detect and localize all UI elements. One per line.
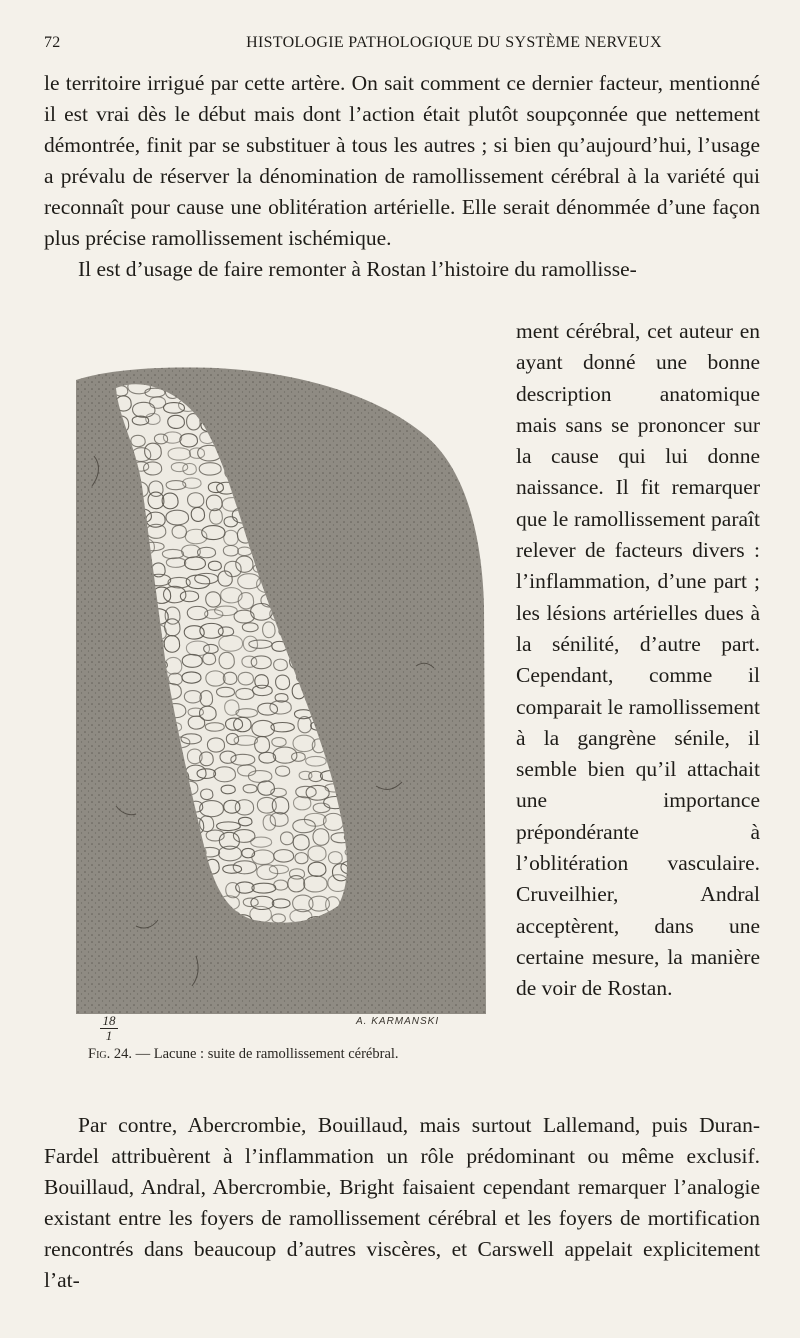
bottom-paragraph: Par contre, Abercrombie, Bouillaud, mais surtout Lallemand, puis Duran-Fardel attribuèrent à l’inflammation un rôle prédominant ou même exclusif. Bouillaud, Andral, Abercrombie, Bright faisaient cependant remarquer l’analogie existant entre les foyers de ramollissement cérébral et les foyers de mortification rencontrés dans beaucoup d’autres viscères, et Carswell appelait explicitement l’at-: [44, 1113, 760, 1292]
running-title: HISTOLOGIE PATHOLOGIQUE DU SYSTÈME NERVEUX: [246, 34, 662, 51]
top-paragraph: le territoire irrigué par cette artère. On sait comment ce dernier facteur, mentionné il est vrai dès le début mais dont l’action était plutôt soupçonnée que nettement démontrée, finit par se substituer à tous les autres ; si bien qu’aujourd’hui, l’usage a prévalu de réserver la dénomination de ramollissement cérébral à la variété qui reconnaît pour cause une oblitération artérielle. Elle serait dénommée d’une façon plus précise ramollissement ischémique.: [44, 71, 760, 250]
figure-scale: [100, 1014, 118, 1043]
scale-numerator: 18: [102, 1013, 116, 1028]
top-text-block: [44, 68, 760, 285]
caption-label: Fig. 24.: [88, 1046, 132, 1062]
second-paragraph-start: Il est d’usage de faire remonter à Rostan l’histoire du ramollisse-: [78, 257, 637, 281]
figure-24: [76, 366, 486, 1016]
right-column-paragraph: ment cérébral, cet auteur en ayant donné une bonne description anatomique mais sans se prononcer sur la cause qui lui donne naissance. Il fit remarquer que le ramollissement paraît relever de facteurs divers : l’inflammation, d’une part ; les lésions artérielles dues à la sénilité, d’autre part. Cependant, comme il comparait le ramollissement à la gangrène sénile, il semble bien qu’il attachait une importance prépondérante à l’oblitération vasculaire. Cruveilhier, Andral acceptèrent, dans une certaine mesure, la manière de voir de Rostan.: [516, 319, 760, 1001]
artist-signature: A. KARMANSKI: [356, 1016, 440, 1027]
page-number: 72: [44, 34, 61, 51]
page-header: [44, 34, 760, 58]
bottom-text-block: [44, 1110, 760, 1296]
right-column-text: [516, 316, 760, 1005]
histology-illustration: [76, 366, 486, 1016]
figure-caption: [88, 1046, 498, 1063]
scale-denominator: 1: [105, 1028, 113, 1043]
network-cell: [350, 385, 367, 396]
caption-text: — Lacune : suite de ramollissement cérébral.: [135, 1046, 399, 1062]
